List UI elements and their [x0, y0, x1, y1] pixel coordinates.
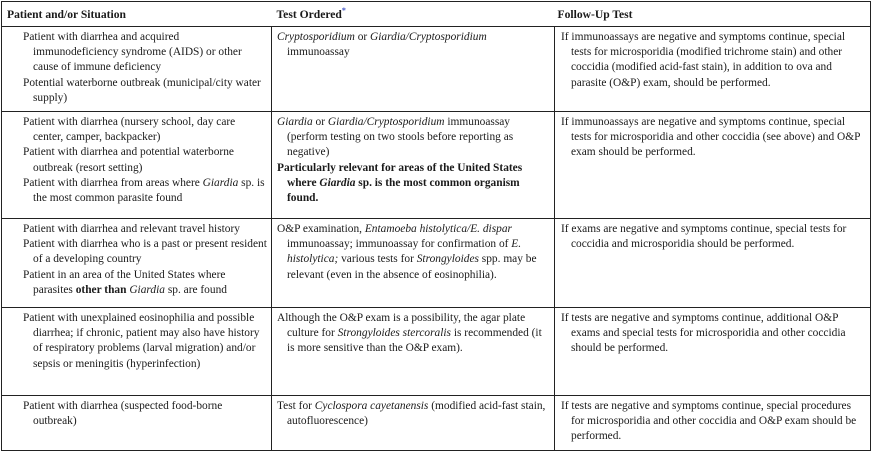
table-row: [2, 27, 871, 112]
organism-name: Cyclospora cayetanensis: [314, 400, 429, 413]
situation-line: Patient with diarrhea who is a past or present resident of a developing country: [23, 238, 267, 266]
organism-name: Strongyloides: [416, 253, 479, 266]
situation-line: Patient with unexplained eosinophilia and possible diarrhea; if chronic, patient may also have history of respiratory problems (larval migration) and/or sepsis or meningitis (hyperinfection): [23, 312, 260, 370]
situation-line: Patient with diarrhea (suspected food-borne outbreak): [23, 400, 223, 428]
diagnostic-test-table: [1, 1, 871, 451]
follow-up-cell: [555, 27, 871, 112]
follow-up-text: If exams are negative and symptoms continue, special tests for coccidia and microsporidia should be performed.: [561, 223, 847, 251]
organism-name: Giardia: [129, 283, 165, 296]
situation-line: Patient with diarrhea and potential waterborne outbreak (resort setting): [23, 146, 234, 174]
organism-name: Giardia: [319, 176, 356, 189]
organism-name: Strongyloides stercoralis: [337, 327, 451, 340]
test-line: [277, 222, 550, 283]
text-fragment: O&P examination,: [277, 223, 365, 236]
follow-up-cell: [555, 112, 871, 219]
header-label: Follow-Up Test: [557, 7, 633, 21]
follow-up-text: If tests are negative and symptoms continue, additional O&P exams and special tests for microsporidia and other coccidia should be performed.: [561, 312, 846, 355]
text-fragment: sp. are found: [164, 283, 227, 296]
table-row: [2, 112, 871, 219]
header-test-ordered: [272, 2, 555, 27]
text-fragment: spp. may be relevant (even in the absence of eosinophilia).: [287, 253, 537, 281]
organism-name: Giardia/Cryptosporidium: [370, 31, 487, 43]
test-note-bold: [277, 161, 550, 207]
footnote-marker-link[interactable]: *: [341, 6, 346, 16]
situation-cell: [2, 27, 272, 112]
organism-name: Entamoeba histolytica/E. dispar: [364, 223, 512, 236]
situation-line: [23, 268, 267, 298]
text-fragment: various tests for: [338, 253, 417, 266]
test-line: [277, 30, 550, 60]
follow-up-cell: [555, 219, 871, 308]
situation-cell: [2, 396, 272, 451]
follow-up-text: If immunoassays are negative and symptoms continue, special tests for microsporidia (modified trichrome stain) and other coccidia (modified acid-fast stain), in addition to ova and parasite (O&P) exam, should be performed.: [561, 31, 846, 89]
follow-up-text: If immunoassays are negative and symptoms continue, special tests for microsporidia and other coccidia (see above) and O&P exam should be performed.: [561, 116, 860, 159]
organism-name: E. histolytica;: [287, 238, 522, 266]
header-label: Patient and/or Situation: [7, 7, 126, 21]
organism-name: Giardia: [202, 176, 239, 189]
situation-line: Patient with diarrhea and relevant travel history: [23, 223, 240, 236]
organism-name: Cryptosporidium: [277, 31, 355, 43]
situation-line: Patient with diarrhea and acquired immunodeficiency syndrome (AIDS) or other cause of immune deficiency: [23, 31, 242, 74]
text-fragment: immunoassay: [287, 46, 350, 59]
text-fragment: or: [312, 116, 328, 129]
follow-up-text: If tests are negative and symptoms continue, special procedures for microsporidia and other coccidia and O&P exam should be performed.: [561, 400, 857, 443]
organism-name: Giardia: [277, 116, 313, 129]
text-fragment: sp. is the most common parasite found: [33, 176, 265, 205]
text-fragment: sp. is the most common organism found.: [287, 176, 520, 205]
table-row: [2, 308, 871, 396]
text-fragment: immunoassay; immunoassay for confirmation of: [287, 238, 512, 251]
follow-up-cell: [555, 396, 871, 451]
text-fragment: Patient in an area of the United States where parasites: [23, 268, 226, 296]
text-fragment: or: [354, 31, 371, 43]
text-fragment: (modified acid-fast stain, autofluorescence): [287, 400, 546, 428]
text-fragment: immunoassay (perform testing on two stools before reporting as negative): [287, 116, 514, 159]
situation-line: Potential waterborne outbreak (municipal/city water supply): [23, 76, 261, 104]
test-ordered-cell: [272, 112, 555, 219]
text-fragment: Particularly relevant for areas of the United States where: [277, 161, 523, 189]
text-fragment: Although the O&P exam is a possibility, the agar plate culture for: [277, 312, 526, 340]
test-ordered-cell: [272, 396, 555, 451]
test-line: [277, 311, 550, 357]
test-ordered-cell: [272, 27, 555, 112]
organism-name: Giardia/Cryptosporidium: [327, 116, 445, 129]
test-ordered-cell: [272, 219, 555, 308]
table-header-row: [2, 2, 871, 27]
emphasis: other than: [75, 283, 127, 296]
test-line: [277, 399, 550, 429]
situation-line: [23, 176, 267, 206]
header-patient-situation: [2, 2, 272, 27]
situation-cell: [2, 112, 272, 219]
table-row: [2, 396, 871, 451]
test-ordered-cell: [272, 308, 555, 396]
situation-line: Patient with diarrhea (nursery school, day care center, camper, backpacker): [23, 116, 236, 144]
text-fragment: Test for: [277, 400, 315, 413]
header-follow-up-test: [555, 2, 871, 27]
text-fragment: Patient with diarrhea from areas where: [23, 176, 203, 189]
situation-cell: [2, 219, 272, 308]
situation-cell: [2, 308, 272, 396]
table-row: [2, 219, 871, 308]
header-label: Test Ordered: [276, 7, 342, 21]
follow-up-cell: [555, 308, 871, 396]
text-fragment: is recommended (it is more sensitive than the O&P exam).: [287, 327, 542, 355]
test-line: [277, 115, 550, 161]
